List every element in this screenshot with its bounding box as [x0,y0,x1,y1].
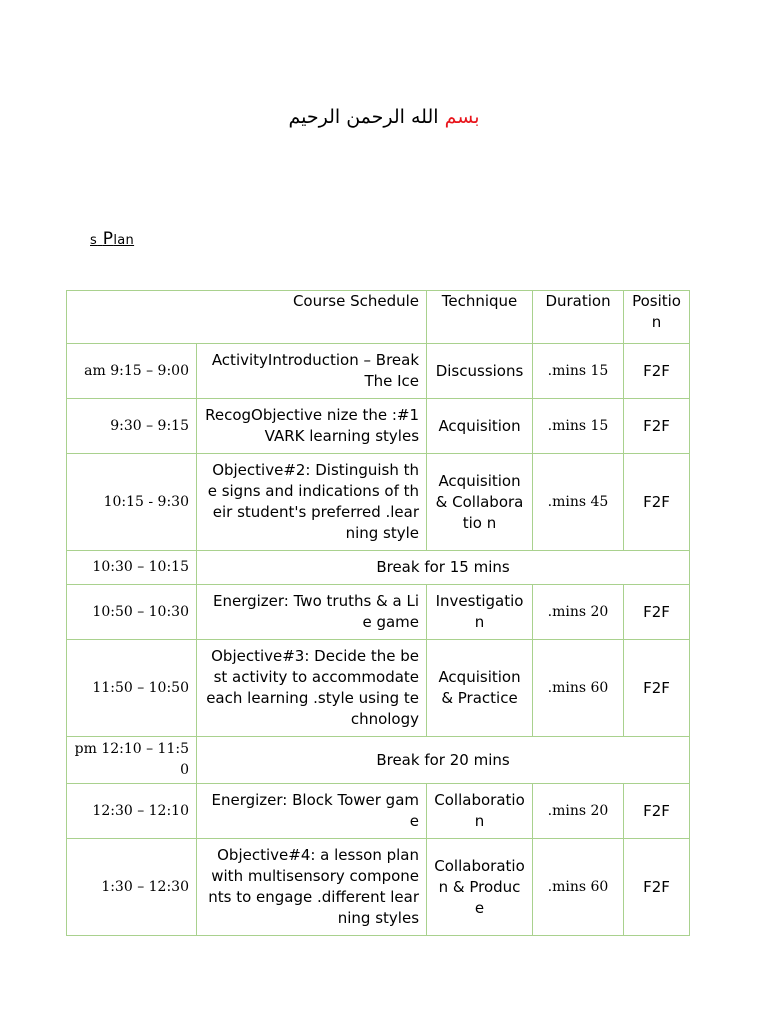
position-cell: F2F [624,585,690,640]
header-course-schedule: Course Schedule [67,291,427,344]
duration-cell: .mins 60 [533,640,624,737]
header-position: Positio n [624,291,690,344]
time-cell: 10:15 - 9:30 [67,454,197,551]
time-cell: 11:50 – 10:50 [67,640,197,737]
table-row [67,839,690,936]
technique-cell: Investigatio n [427,585,533,640]
position-cell: F2F [624,454,690,551]
table-row [67,399,690,454]
header-duration: Duration [533,291,624,344]
header-technique: Technique [427,291,533,344]
technique-cell: Collaboratio n [427,784,533,839]
time-cell: 12:30 – 12:10 [67,784,197,839]
table-row [67,344,690,399]
table-header-row [67,291,690,344]
time-cell: 1:30 – 12:30 [67,839,197,936]
break-row [67,737,690,784]
table-row [67,640,690,737]
title-lan: lan [113,233,135,248]
time-cell: 10:50 – 10:30 [67,585,197,640]
basmala-rest: الله الرحمن الرحيم [288,106,439,128]
basmala-red-word: بسم [444,106,480,128]
title-s: s [90,233,98,248]
technique-cell: Collaboratio n & Produce [427,839,533,936]
duration-cell: .mins 15 [533,399,624,454]
duration-cell: .mins 20 [533,585,624,640]
break-cell: Break for 20 mins [197,737,690,784]
activity-cell: ActivityIntroduction – Break The Ice [197,344,427,399]
position-cell: F2F [624,784,690,839]
activity-cell: Objective#4: a lesson plan with multisensory components to engage .different learning styles [197,839,427,936]
activity-cell: Energizer: Block Tower game [197,784,427,839]
table-row [67,585,690,640]
position-cell: F2F [624,399,690,454]
technique-cell: Acquisition & Collaboratio n [427,454,533,551]
title-p: P [102,229,114,249]
table-row [67,454,690,551]
time-cell: am 9:15 – 9:00 [67,344,197,399]
position-cell: F2F [624,839,690,936]
duration-cell: .mins 15 [533,344,624,399]
schedule-table [66,290,690,936]
technique-cell: Acquisition & Practice [427,640,533,737]
technique-cell: Discussions [427,344,533,399]
technique-cell: Acquisition [427,399,533,454]
time-cell: 10:30 – 10:15 [67,551,197,585]
position-cell: F2F [624,344,690,399]
document-title [90,229,134,249]
basmala-heading [0,106,768,128]
break-row [67,551,690,585]
duration-cell: .mins 60 [533,839,624,936]
time-cell: 9:30 – 9:15 [67,399,197,454]
duration-cell: .mins 45 [533,454,624,551]
activity-cell: Energizer: Two truths & a Lie game [197,585,427,640]
time-cell: pm 12:10 – 11:50 [67,737,197,784]
duration-cell: .mins 20 [533,784,624,839]
break-cell: Break for 15 mins [197,551,690,585]
activity-cell: RecogObjective nize the :#1 VARK learning styles [197,399,427,454]
activity-cell: Objective#2: Distinguish the signs and indications of their student's preferred .learning style [197,454,427,551]
position-cell: F2F [624,640,690,737]
table-row [67,784,690,839]
activity-cell: Objective#3: Decide the best activity to accommodate each learning .style using technology [197,640,427,737]
